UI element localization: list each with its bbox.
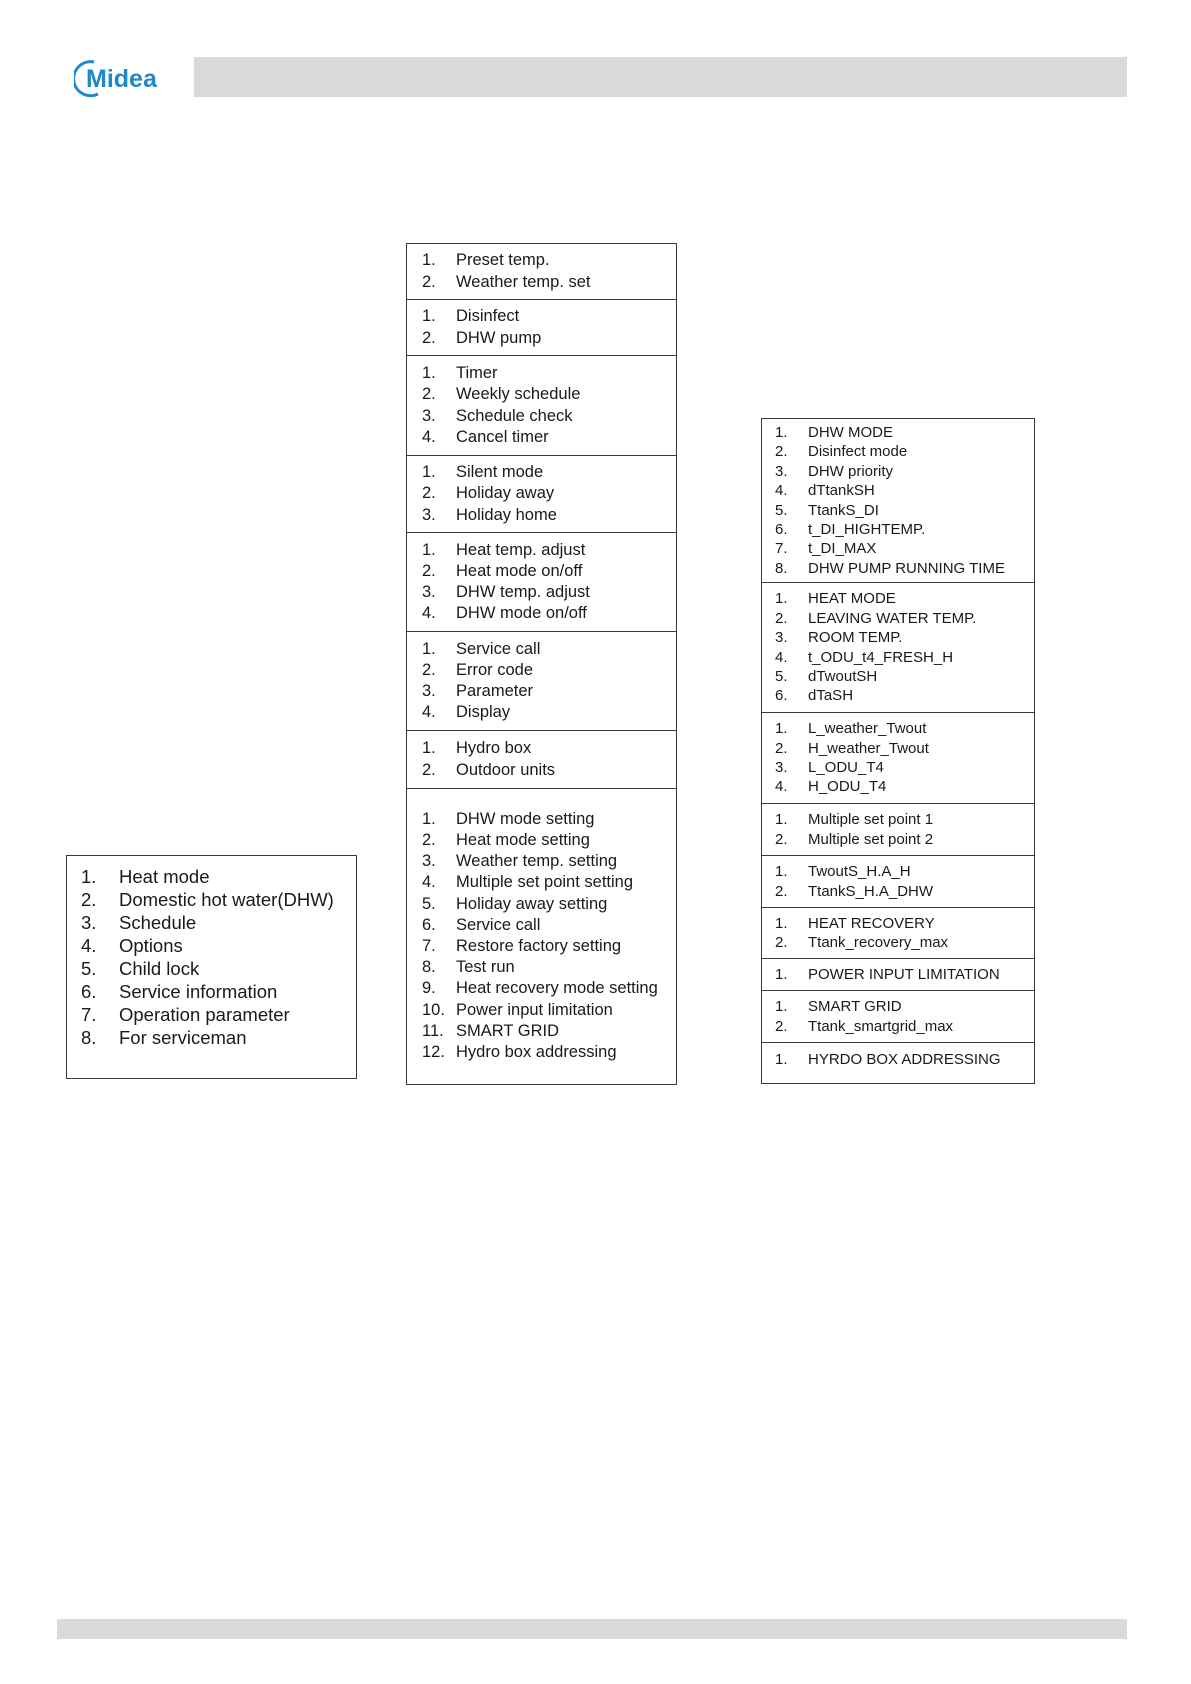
item-label: TwoutS_H.A_H <box>808 863 911 881</box>
item-label: ROOM TEMP. <box>808 629 903 647</box>
parameter-item <box>775 423 1034 442</box>
submenu-item <box>422 427 676 448</box>
parameter-item <box>775 1050 1034 1069</box>
item-number: 3. <box>775 462 788 480</box>
submenu-item <box>422 851 676 872</box>
submenu-item <box>422 915 676 936</box>
item-label: t_ODU_t4_FRESH_H <box>808 648 954 666</box>
item-number: 1. <box>775 965 788 983</box>
item-label: HYRDO BOX ADDRESSING <box>808 1050 1001 1068</box>
item-number: 2. <box>775 830 788 848</box>
submenu-item <box>422 406 676 427</box>
item-number: 4. <box>775 482 788 500</box>
item-label: DHW MODE <box>808 423 893 441</box>
parameter-group <box>762 959 1034 991</box>
parameter-item <box>775 758 1034 777</box>
item-number: 2. <box>775 1017 788 1035</box>
item-number: 2. <box>422 328 436 347</box>
submenu-item <box>422 957 676 978</box>
submenu-item <box>422 702 676 723</box>
item-label: Schedule <box>119 912 197 933</box>
item-label: Holiday away <box>456 484 555 503</box>
item-label: Weather temp. set <box>456 272 591 291</box>
item-label: SMART GRID <box>808 998 902 1016</box>
item-label: Weekly schedule <box>456 385 581 404</box>
item-number: 5. <box>81 958 97 979</box>
item-number: 1. <box>422 364 436 383</box>
main-menu-item <box>81 888 356 911</box>
item-number: 8. <box>81 1027 97 1048</box>
item-label: Heat mode <box>119 866 210 887</box>
item-number: 2. <box>422 760 436 779</box>
item-number: 1. <box>422 540 436 559</box>
item-number: 4. <box>422 873 436 892</box>
item-label: DHW pump <box>456 328 542 347</box>
item-label: TtankS_DI <box>808 501 879 519</box>
item-label: Multiple set point 1 <box>808 811 934 829</box>
item-label: Schedule check <box>456 406 573 425</box>
item-label: HEAT RECOVERY <box>808 914 935 932</box>
item-label: Timer <box>456 364 498 383</box>
item-number: 1. <box>775 423 788 441</box>
submenu-item <box>422 1000 676 1021</box>
parameter-item <box>775 830 1034 849</box>
parameter-item <box>775 539 1034 558</box>
item-label: Multiple set point 2 <box>808 830 934 848</box>
item-label: Hydro box <box>456 739 532 758</box>
item-label: dTaSH <box>808 687 854 705</box>
item-number: 4. <box>775 778 788 796</box>
item-number: 4. <box>775 648 788 666</box>
item-label: Disinfect <box>456 307 520 326</box>
item-label: Hydro box addressing <box>456 1043 617 1062</box>
parameter-item <box>775 882 1034 901</box>
submenu-item <box>422 809 676 830</box>
submenu-item <box>422 306 676 327</box>
item-number: 1. <box>422 809 436 828</box>
parameter-item <box>775 628 1034 647</box>
item-label: Preset temp. <box>456 251 550 270</box>
item-number: 4. <box>422 604 436 623</box>
submenu-item <box>422 363 676 384</box>
item-number: 2. <box>775 609 788 627</box>
item-number: 1. <box>81 866 97 887</box>
item-number: 3. <box>422 406 436 425</box>
item-label: Heat mode setting <box>456 830 590 849</box>
item-label: For serviceman <box>119 1027 247 1048</box>
item-label: Disinfect mode <box>808 443 908 461</box>
item-label: L_weather_Twout <box>808 720 927 738</box>
item-number: 2. <box>775 739 788 757</box>
submenu-group <box>407 456 676 533</box>
submenu-item <box>422 250 676 271</box>
item-label: Child lock <box>119 958 200 979</box>
item-number: 1. <box>422 639 436 658</box>
item-label: DHW temp. adjust <box>456 583 590 601</box>
parameter-item <box>775 501 1034 520</box>
item-number: 11. <box>422 1021 444 1040</box>
submenu-item <box>422 639 676 660</box>
parameter-group <box>762 991 1034 1043</box>
parameter-item <box>775 810 1034 829</box>
parameter-item <box>775 777 1034 796</box>
submenu-box <box>406 243 677 1085</box>
item-number: 1. <box>775 914 788 932</box>
parameter-item <box>775 481 1034 500</box>
header-bar <box>194 57 1127 97</box>
submenu-item <box>422 681 676 702</box>
item-label: dTwoutSH <box>808 667 878 685</box>
item-label: Multiple set point setting <box>456 873 634 892</box>
submenu-item <box>422 561 676 582</box>
item-number: 4. <box>422 427 436 446</box>
item-number: 8. <box>775 559 788 577</box>
item-number: 2. <box>422 272 436 291</box>
item-number: 2. <box>422 830 436 849</box>
item-number: 2. <box>775 934 788 951</box>
midea-logo <box>74 56 186 100</box>
item-label: Parameter <box>456 682 534 700</box>
item-number: 4. <box>81 935 97 956</box>
item-number: 2. <box>775 443 788 461</box>
submenu-item <box>422 660 676 681</box>
parameter-box <box>761 418 1035 1084</box>
item-label: Power input limitation <box>456 1000 613 1019</box>
submenu-group <box>407 731 676 789</box>
item-number: 5. <box>775 667 788 685</box>
submenu-group <box>407 533 676 632</box>
item-label: L_ODU_T4 <box>808 759 884 776</box>
submenu-group <box>407 356 676 456</box>
parameter-group <box>762 419 1034 583</box>
submenu-item <box>422 1021 676 1042</box>
item-number: 1. <box>422 739 436 758</box>
submenu-item <box>422 462 676 483</box>
item-label: Restore factory setting <box>456 937 622 955</box>
parameter-item <box>775 462 1034 481</box>
submenu-item <box>422 505 676 526</box>
submenu-item <box>422 830 676 851</box>
parameter-item <box>775 997 1034 1016</box>
item-number: 3. <box>422 852 436 871</box>
item-number: 3. <box>422 505 436 524</box>
main-menu-item <box>81 934 356 957</box>
item-number: 6. <box>775 520 788 538</box>
main-menu-item <box>81 1026 356 1049</box>
item-number: 2. <box>81 889 97 910</box>
item-label: Heat mode on/off <box>456 561 583 580</box>
item-number: 1. <box>775 998 788 1016</box>
submenu-item <box>422 872 676 893</box>
item-label: H_ODU_T4 <box>808 778 887 796</box>
submenu-item <box>422 582 676 603</box>
item-label: Ttank_smartgrid_max <box>808 1017 954 1035</box>
item-label: Options <box>119 935 183 956</box>
item-number: 1. <box>775 863 788 881</box>
item-label: Holiday home <box>456 505 557 524</box>
item-label: Cancel timer <box>456 427 549 446</box>
parameter-item <box>775 667 1034 686</box>
item-number: 3. <box>775 759 788 776</box>
parameter-group <box>762 583 1034 713</box>
item-number: 2. <box>422 484 436 503</box>
item-number: 7. <box>422 937 436 955</box>
parameter-item <box>775 442 1034 461</box>
parameter-item <box>775 609 1034 628</box>
parameter-item <box>775 965 1034 984</box>
item-number: 10. <box>422 1000 445 1019</box>
item-label: Silent mode <box>456 463 544 482</box>
parameter-group <box>762 1043 1034 1076</box>
main-menu-item <box>81 957 356 980</box>
parameter-item <box>775 686 1034 705</box>
submenu-item <box>422 760 676 781</box>
logo-wordmark: Midea <box>86 65 157 93</box>
item-number: 1. <box>775 590 788 608</box>
parameter-group <box>762 713 1034 804</box>
item-number: 3. <box>81 912 97 933</box>
item-number: 3. <box>422 583 436 601</box>
parameter-group <box>762 804 1034 856</box>
submenu-item <box>422 936 676 957</box>
parameter-item <box>775 719 1034 738</box>
item-label: t_DI_HIGHTEMP. <box>808 520 926 538</box>
item-number: 7. <box>775 540 788 558</box>
item-number: 3. <box>775 629 788 647</box>
item-label: Heat temp. adjust <box>456 540 586 559</box>
item-label: POWER INPUT LIMITATION <box>808 965 1000 983</box>
item-number: 7. <box>81 1004 97 1025</box>
item-label: Outdoor units <box>456 760 556 779</box>
item-number: 5. <box>422 894 436 913</box>
item-number: 6. <box>775 687 788 705</box>
item-label: Service call <box>456 639 541 658</box>
item-label: dTtankSH <box>808 482 875 500</box>
parameter-group <box>762 908 1034 959</box>
main-menu-box <box>66 855 357 1079</box>
item-label: t_DI_MAX <box>808 540 877 558</box>
parameter-item <box>775 1017 1034 1036</box>
parameter-item <box>775 520 1034 539</box>
item-number: 9. <box>422 979 436 998</box>
item-label: Test run <box>456 958 515 977</box>
item-number: 1. <box>422 463 436 482</box>
submenu-item <box>422 272 676 293</box>
item-number: 4. <box>422 703 436 722</box>
item-number: 6. <box>422 915 436 934</box>
item-label: Display <box>456 703 511 722</box>
item-number: 6. <box>81 981 97 1002</box>
item-number: 2. <box>775 882 788 900</box>
item-label: HEAT MODE <box>808 590 896 608</box>
submenu-group <box>407 632 676 731</box>
item-label: LEAVING WATER TEMP. <box>808 609 977 627</box>
main-menu-item <box>81 1003 356 1026</box>
parameter-item <box>775 933 1034 952</box>
footer-bar <box>57 1619 1127 1639</box>
item-label: Error code <box>456 660 534 679</box>
item-label: Service call <box>456 915 541 934</box>
main-menu-item <box>81 980 356 1003</box>
item-label: Operation parameter <box>119 1004 290 1025</box>
item-number: 1. <box>422 307 436 326</box>
item-label: DHW priority <box>808 462 893 480</box>
submenu-item <box>422 978 676 999</box>
parameter-item <box>775 559 1034 578</box>
item-number: 2. <box>422 561 436 580</box>
submenu-group <box>407 789 676 1083</box>
main-menu-item <box>81 865 356 888</box>
submenu-group <box>407 300 676 356</box>
item-number: 3. <box>422 682 436 700</box>
item-label: Holiday away setting <box>456 894 608 913</box>
submenu-item <box>422 603 676 624</box>
midea-logo-graphic <box>74 56 186 100</box>
item-label: Heat recovery mode setting <box>456 979 658 998</box>
submenu-item <box>422 738 676 759</box>
item-number: 8. <box>422 958 436 977</box>
item-number: 2. <box>422 660 436 679</box>
submenu-item <box>422 384 676 405</box>
submenu-item <box>422 894 676 915</box>
item-number: 2. <box>422 385 436 404</box>
item-number: 1. <box>775 720 788 738</box>
item-label: TtankS_H.A_DHW <box>808 882 934 900</box>
item-label: Service information <box>119 981 278 1002</box>
parameter-group <box>762 856 1034 908</box>
submenu-item <box>422 1042 676 1063</box>
item-label: DHW PUMP RUNNING TIME <box>808 559 1005 577</box>
item-label: Ttank_recovery_max <box>808 934 949 951</box>
item-number: 1. <box>775 811 788 829</box>
item-number: 1. <box>775 1050 788 1068</box>
item-label: H_weather_Twout <box>808 739 929 757</box>
parameter-item <box>775 648 1034 667</box>
submenu-item <box>422 483 676 504</box>
item-number: 1. <box>422 251 436 270</box>
item-number: 12. <box>422 1043 445 1062</box>
item-label: SMART GRID <box>456 1021 559 1040</box>
submenu-group <box>407 244 676 300</box>
parameter-item <box>775 862 1034 881</box>
parameter-item <box>775 914 1034 933</box>
item-label: Domestic hot water(DHW) <box>119 889 334 910</box>
submenu-item <box>422 328 676 349</box>
parameter-item <box>775 589 1034 608</box>
item-label: DHW mode setting <box>456 809 595 828</box>
item-number: 5. <box>775 501 788 519</box>
main-menu-item <box>81 911 356 934</box>
item-label: DHW mode on/off <box>456 604 587 623</box>
item-label: Weather temp. setting <box>456 852 618 871</box>
parameter-item <box>775 739 1034 758</box>
submenu-item <box>422 540 676 561</box>
